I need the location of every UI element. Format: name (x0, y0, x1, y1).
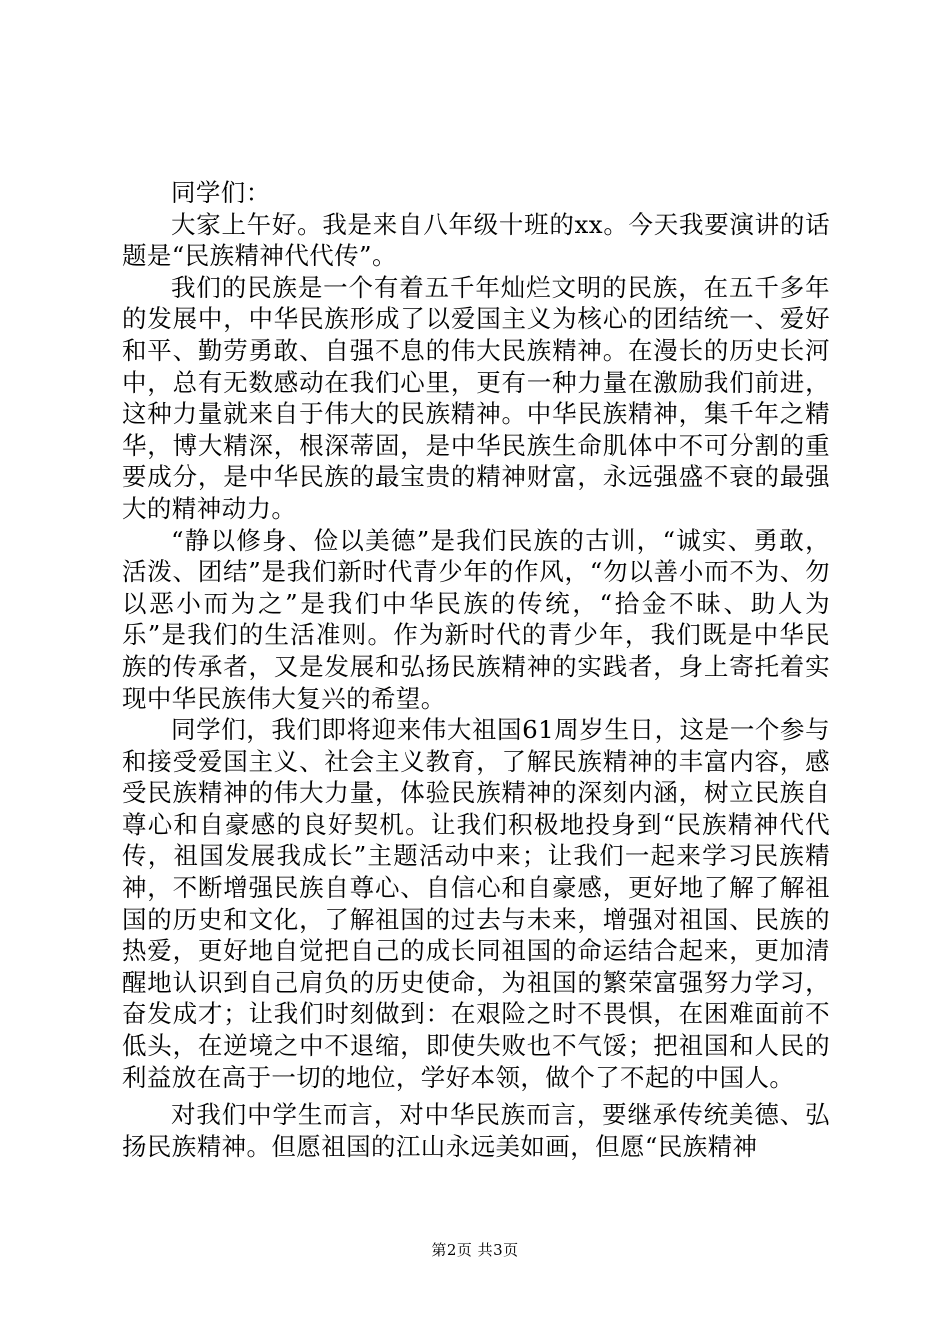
paragraph-national-spirit: 我们的民族是一个有着五千年灿烂文明的民族，在五千多年的发展中，中华民族形成了以爱国主义为核心的团结统一、爱好和平、勤劳勇敢、自强不息的伟大民族精神。在漫长的历史长河中，总有无数感动在我们心里，更有一种力量在激励我们前进，这种力量就来自于伟大的民族精神。中华民族精神，集千年之精华，博大精深，根深蒂固，是中华民族生命肌体中不可分割的重要成分，是中华民族的最宝贵的精神财富，永远强盛不衰的最强大的精神动力。 (122, 272, 830, 523)
document-body (122, 177, 830, 1162)
paragraph-conclusion: 对我们中学生而言，对中华民族而言，要继承传统美德、弘扬民族精神。但愿祖国的江山永远美如画，但愿“民族精神 (122, 1100, 830, 1161)
salutation: 同学们： (171, 178, 271, 207)
paragraph-traditions: “静以修身、俭以美德”是我们民族的古训，“诚实、勇敢，活泼、团结”是我们新时代青少年的作风，“勿以善小而不为、勿以恶小而为之”是我们中华民族的传统，“拾金不昧、助人为乐”是我们的生活准则。作为新时代的青少年，我们既是中华民族的传承者，又是发展和弘扬民族精神的实践者，身上寄托着实现中华民族伟大复兴的希望。 (122, 525, 830, 713)
paragraph-greeting: 大家上午好。我是来自八年级十班的xx。今天我要演讲的话题是“民族精神代代传”。 (122, 209, 830, 271)
paragraph-call-to-action: 同学们，我们即将迎来伟大祖国61周岁生日，这是一个参与和接受爱国主义、社会主义教育，了解民族精神的丰富内容，感受民族精神的伟大力量，体验民族精神的深刻内涵，树立民族自尊心和自豪感的良好契机。让我们积极地投身到“民族精神代代传，祖国发展我成长”主题活动中来；让我们一起来学习民族精神，不断增强民族自尊心、自信心和自豪感，更好地了解了解祖国的历史和文化，了解祖国的过去与未来，增强对祖国、民族的热爱，更好地自觉把自己的成长同祖国的命运结合起来，更加清醒地认识到自己肩负的历史使命，为祖国的繁荣富强努力学习，奋发成才；让我们时刻做到：在艰险之时不畏惧，在困难面前不低头，在逆境之中不退缩，即使失败也不气馁；把祖国和人民的利益放在高于一切的地位，学好本领，做个了不起的中国人。 (122, 715, 830, 1092)
page-footer: 第2页 共3页 (431, 1241, 519, 1259)
